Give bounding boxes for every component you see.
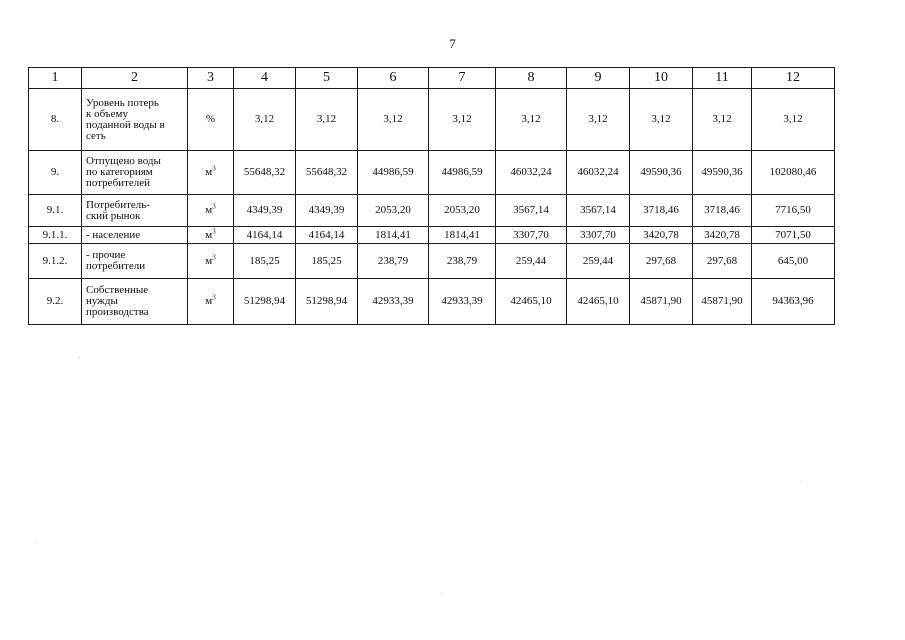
indicator-name-line: Собственные: [86, 284, 149, 296]
header-cell: 7: [429, 68, 496, 89]
value-cell: 3,12: [496, 89, 567, 151]
value-cell: 42933,39: [358, 279, 429, 325]
unit-superscript: 3: [212, 293, 216, 302]
value-cell: 185,25: [234, 244, 296, 279]
indicator-name-line: сеть: [86, 129, 106, 142]
header-cell: 1: [29, 68, 82, 89]
unit-cell: [188, 227, 234, 244]
value-cell: 3,12: [234, 89, 296, 151]
value-cell: 3,12: [567, 89, 630, 151]
row-number-cell: 9.: [29, 151, 82, 195]
table-row: [29, 227, 835, 244]
value-cell: 3,12: [296, 89, 358, 151]
value-cell: 3307,70: [496, 227, 567, 244]
value-cell: 7716,50: [752, 195, 835, 227]
header-cell: 2: [82, 68, 188, 89]
value-cell: 259,44: [567, 244, 630, 279]
value-cell: 259,44: [496, 244, 567, 279]
indicator-name-cell: [82, 89, 188, 151]
value-cell: 238,79: [358, 244, 429, 279]
value-cell: 46032,24: [567, 151, 630, 195]
unit-superscript: 3: [212, 226, 216, 235]
header-cell: 9: [567, 68, 630, 89]
indicator-name-cell: [82, 151, 188, 195]
row-number-cell: 9.1.1.: [29, 227, 82, 244]
value-cell: 238,79: [429, 244, 496, 279]
scan-speck: [801, 481, 802, 482]
value-cell: 185,25: [296, 244, 358, 279]
unit-superscript: 3: [212, 164, 216, 173]
value-cell: 3,12: [358, 89, 429, 151]
value-cell: 3420,78: [693, 227, 752, 244]
unit-text: м: [205, 204, 213, 216]
unit-cell: [188, 244, 234, 279]
indicator-name-line: Потребитель-: [86, 198, 150, 211]
value-cell: 51298,94: [234, 279, 296, 325]
value-cell: 49590,36: [630, 151, 693, 195]
value-cell: 1814,41: [429, 227, 496, 244]
unit-cell: [188, 279, 234, 325]
value-cell: 55648,32: [234, 151, 296, 195]
unit-cell: [188, 89, 234, 151]
unit-text: %: [205, 113, 216, 125]
indicator-name-cell: [82, 279, 188, 325]
header-cell: 3: [188, 68, 234, 89]
value-cell: 4349,39: [234, 195, 296, 227]
value-cell: 46032,24: [496, 151, 567, 195]
value-cell: 3718,46: [630, 195, 693, 227]
value-cell: 3307,70: [567, 227, 630, 244]
value-cell: 3420,78: [630, 227, 693, 244]
value-cell: 645,00: [752, 244, 835, 279]
value-cell: 94363,96: [752, 279, 835, 325]
indicator-name-line: к объему: [86, 107, 128, 120]
value-cell: 7071,50: [752, 227, 835, 244]
unit-text: м: [205, 228, 213, 241]
unit-superscript: 3: [212, 202, 216, 211]
value-cell: 102080,46: [752, 151, 835, 195]
indicator-name-line: Уровень потерь: [86, 96, 159, 109]
indicator-name-cell: [82, 244, 188, 279]
value-cell: 4349,39: [296, 195, 358, 227]
value-cell: 44986,59: [358, 151, 429, 195]
row-number-cell: 9.1.: [29, 195, 82, 227]
table-row: [29, 244, 835, 279]
header-cell: 12: [752, 68, 835, 89]
indicator-name-line: потребителей: [86, 177, 150, 189]
header-cell: 11: [693, 68, 752, 89]
unit-text: м: [205, 254, 213, 267]
table-body: [29, 68, 835, 325]
value-cell: 4164,14: [296, 227, 358, 244]
table-row: [29, 195, 835, 227]
table-row: [29, 151, 835, 195]
column-number-row: [29, 68, 835, 89]
value-cell: 297,68: [630, 244, 693, 279]
unit-cell: [188, 151, 234, 195]
water-balance-table: [28, 67, 835, 325]
header-cell: 5: [296, 68, 358, 89]
indicator-name-line: - население: [86, 228, 141, 241]
row-number-cell: 9.2.: [29, 279, 82, 325]
value-cell: 45871,90: [693, 279, 752, 325]
indicator-name-cell: [82, 227, 188, 244]
indicator-name-line: нужды: [86, 295, 118, 307]
page-number: 7: [449, 36, 456, 51]
value-cell: 1814,41: [358, 227, 429, 244]
value-cell: 49590,36: [693, 151, 752, 195]
indicator-name-line: поданной воды в: [86, 118, 165, 131]
value-cell: 45871,90: [630, 279, 693, 325]
value-cell: 55648,32: [296, 151, 358, 195]
value-cell: 42465,10: [496, 279, 567, 325]
scan-speck: [441, 594, 442, 595]
value-cell: 3,12: [693, 89, 752, 151]
indicator-name-cell: [82, 195, 188, 227]
value-cell: 42465,10: [567, 279, 630, 325]
table-row: [29, 279, 835, 325]
value-cell: 3567,14: [567, 195, 630, 227]
header-cell: 4: [234, 68, 296, 89]
header-cell: 10: [630, 68, 693, 89]
unit-cell: [188, 195, 234, 227]
scan-speck: [79, 357, 80, 358]
indicator-name-line: - прочие: [86, 249, 126, 261]
unit-text: м: [205, 295, 213, 307]
table-row: [29, 89, 835, 151]
value-cell: 2053,20: [429, 195, 496, 227]
value-cell: 2053,20: [358, 195, 429, 227]
value-cell: 297,68: [693, 244, 752, 279]
value-cell: 3,12: [429, 89, 496, 151]
indicator-name-line: производства: [86, 306, 149, 318]
value-cell: 4164,14: [234, 227, 296, 244]
header-cell: 8: [496, 68, 567, 89]
header-cell: 6: [358, 68, 429, 89]
value-cell: 3,12: [630, 89, 693, 151]
value-cell: 3718,46: [693, 195, 752, 227]
indicator-name-line: ский рынок: [86, 209, 141, 222]
unit-superscript: 3: [212, 252, 216, 261]
value-cell: 3,12: [752, 89, 835, 151]
value-cell: 51298,94: [296, 279, 358, 325]
indicator-name-line: Отпущено воды: [86, 155, 161, 167]
value-cell: 42933,39: [429, 279, 496, 325]
value-cell: 44986,59: [429, 151, 496, 195]
row-number-cell: 8.: [29, 89, 82, 151]
value-cell: 3567,14: [496, 195, 567, 227]
row-number-cell: 9.1.2.: [29, 244, 82, 279]
indicator-name-line: по категориям: [86, 166, 153, 178]
scan-speck: [36, 541, 37, 542]
unit-text: м: [205, 166, 213, 178]
indicator-name-line: потребители: [86, 260, 146, 272]
